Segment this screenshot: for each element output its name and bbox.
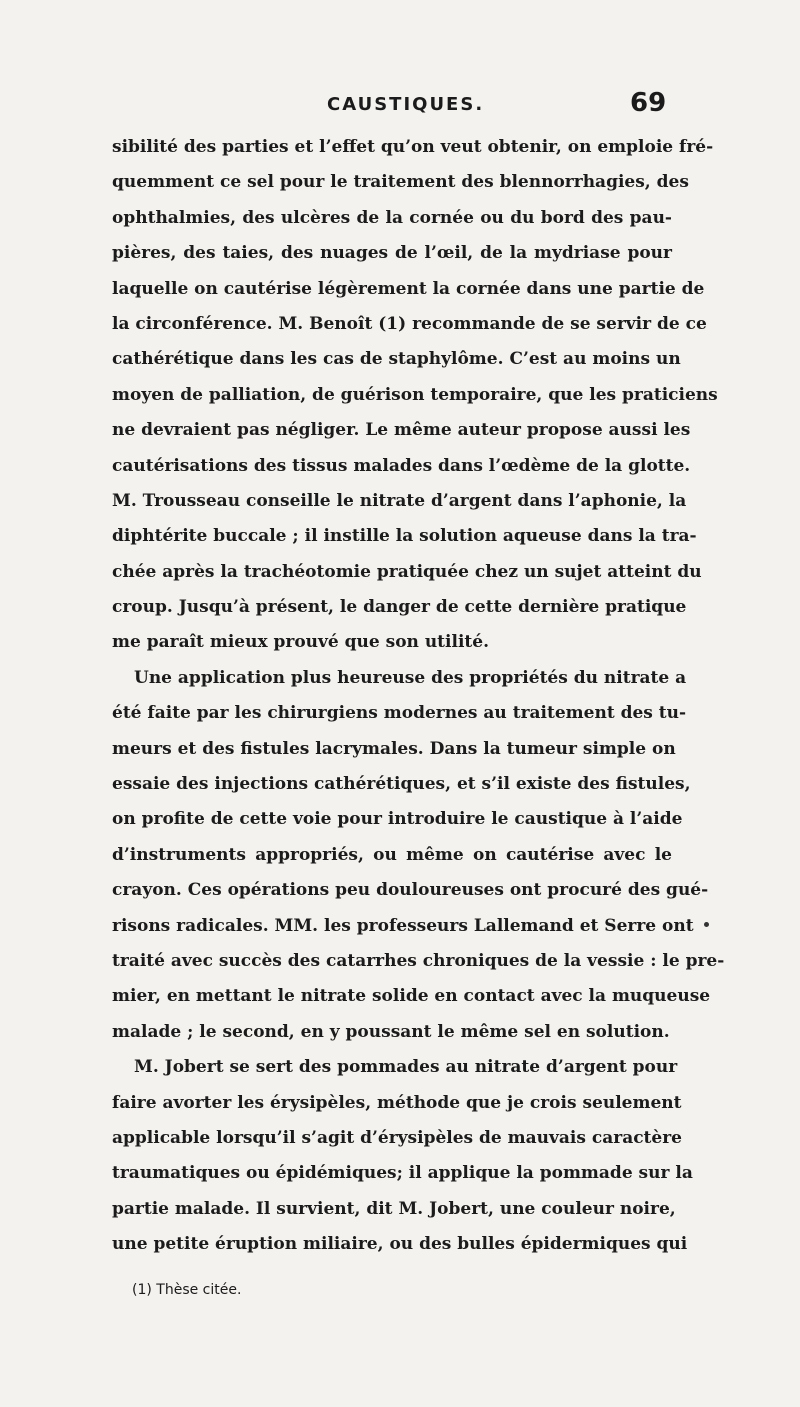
text-line: me paraît mieux prouvé que son utilité. — [112, 632, 489, 653]
text-line: applicable lorsqu’il s’agit d’érysipèles de mauvais caractère — [112, 1127, 682, 1148]
text-line: malade ; le second, en y poussant le même sel en solution. — [112, 1021, 670, 1042]
page-number: 69 — [630, 88, 667, 118]
text-line: on profite de cette voie pour introduire le caustique à l’aide — [112, 809, 683, 830]
text-line: M. Trousseau conseille le nitrate d’argent dans l’aphonie, la — [112, 490, 687, 511]
ink-speck — [704, 922, 709, 927]
running-title: CAUSTIQUES. — [327, 94, 485, 115]
text-line: la circonférence. M. Benoît (1) recommande de se servir de ce — [112, 313, 707, 334]
text-line: pières, des taies, des nuages de l’œil, de la mydriase pour — [112, 243, 672, 264]
text-line: quemment ce sel pour le traitement des blennorrhagies, des — [112, 172, 689, 193]
text-line: essaie des injections cathérétiques, et s’il existe des fistules, — [112, 774, 691, 795]
text-line: partie malade. Il survient, dit M. Jobert, une couleur noire, — [112, 1198, 676, 1219]
text-line: traité avec succès des catarrhes chroniques de la vessie : le pre- — [112, 950, 725, 971]
text-line: meurs et des fistules lacrymales. Dans la tumeur simple on — [112, 738, 676, 759]
text-line: cautérisations des tissus malades dans l’œdème de la glotte. — [112, 455, 691, 476]
text-line: d’instruments appropriés, ou même on cautérise avec le — [112, 844, 672, 865]
text-line: été faite par les chirurgiens modernes au traitement des tu- — [112, 703, 687, 724]
text-line: une petite éruption miliaire, ou des bulles épidermiques qui — [112, 1234, 688, 1255]
text-line: crayon. Ces opérations peu douloureuses ont procuré des gué- — [112, 880, 709, 901]
text-line: moyen de palliation, de guérison temporaire, que les praticiens — [112, 384, 718, 405]
text-line: laquelle on cautérise légèrement la cornée dans une partie de — [112, 278, 705, 299]
text-line: sibilité des parties et l’effet qu’on veut obtenir, on emploie fré- — [112, 137, 714, 157]
text-line: traumatiques ou épidémiques; il applique la pommade sur la — [112, 1163, 693, 1184]
footnote: (1) Thèse citée. — [132, 1282, 242, 1298]
text-line: croup. Jusqu’à présent, le danger de cette dernière pratique — [112, 597, 687, 618]
text-line: chée après la trachéotomie pratiquée chez un sujet atteint du — [112, 561, 702, 582]
text-line: faire avorter les érysipèles, méthode que je crois seulement — [112, 1092, 682, 1113]
text-line: risons radicales. MM. les professeurs Lallemand et Serre ont — [112, 915, 694, 936]
text-line: ne devraient pas négliger. Le même auteur propose aussi les — [112, 420, 691, 441]
page-header — [0, 84, 800, 124]
text-line: ophthalmies, des ulcères de la cornée ou du bord des pau- — [112, 207, 672, 228]
text-line: mier, en mettant le nitrate solide en contact avec la muqueuse — [112, 986, 711, 1007]
text-line: M. Jobert se sert des pommades au nitrate d’argent pour — [134, 1057, 678, 1078]
text-line: Une application plus heureuse des propriétés du nitrate a — [134, 667, 687, 688]
text-line: cathérétique dans les cas de staphylôme. C’est au moins un — [112, 349, 681, 370]
text-line: diphtérite buccale ; il instille la solution aqueuse dans la tra- — [112, 526, 697, 547]
body-text — [112, 130, 725, 1263]
